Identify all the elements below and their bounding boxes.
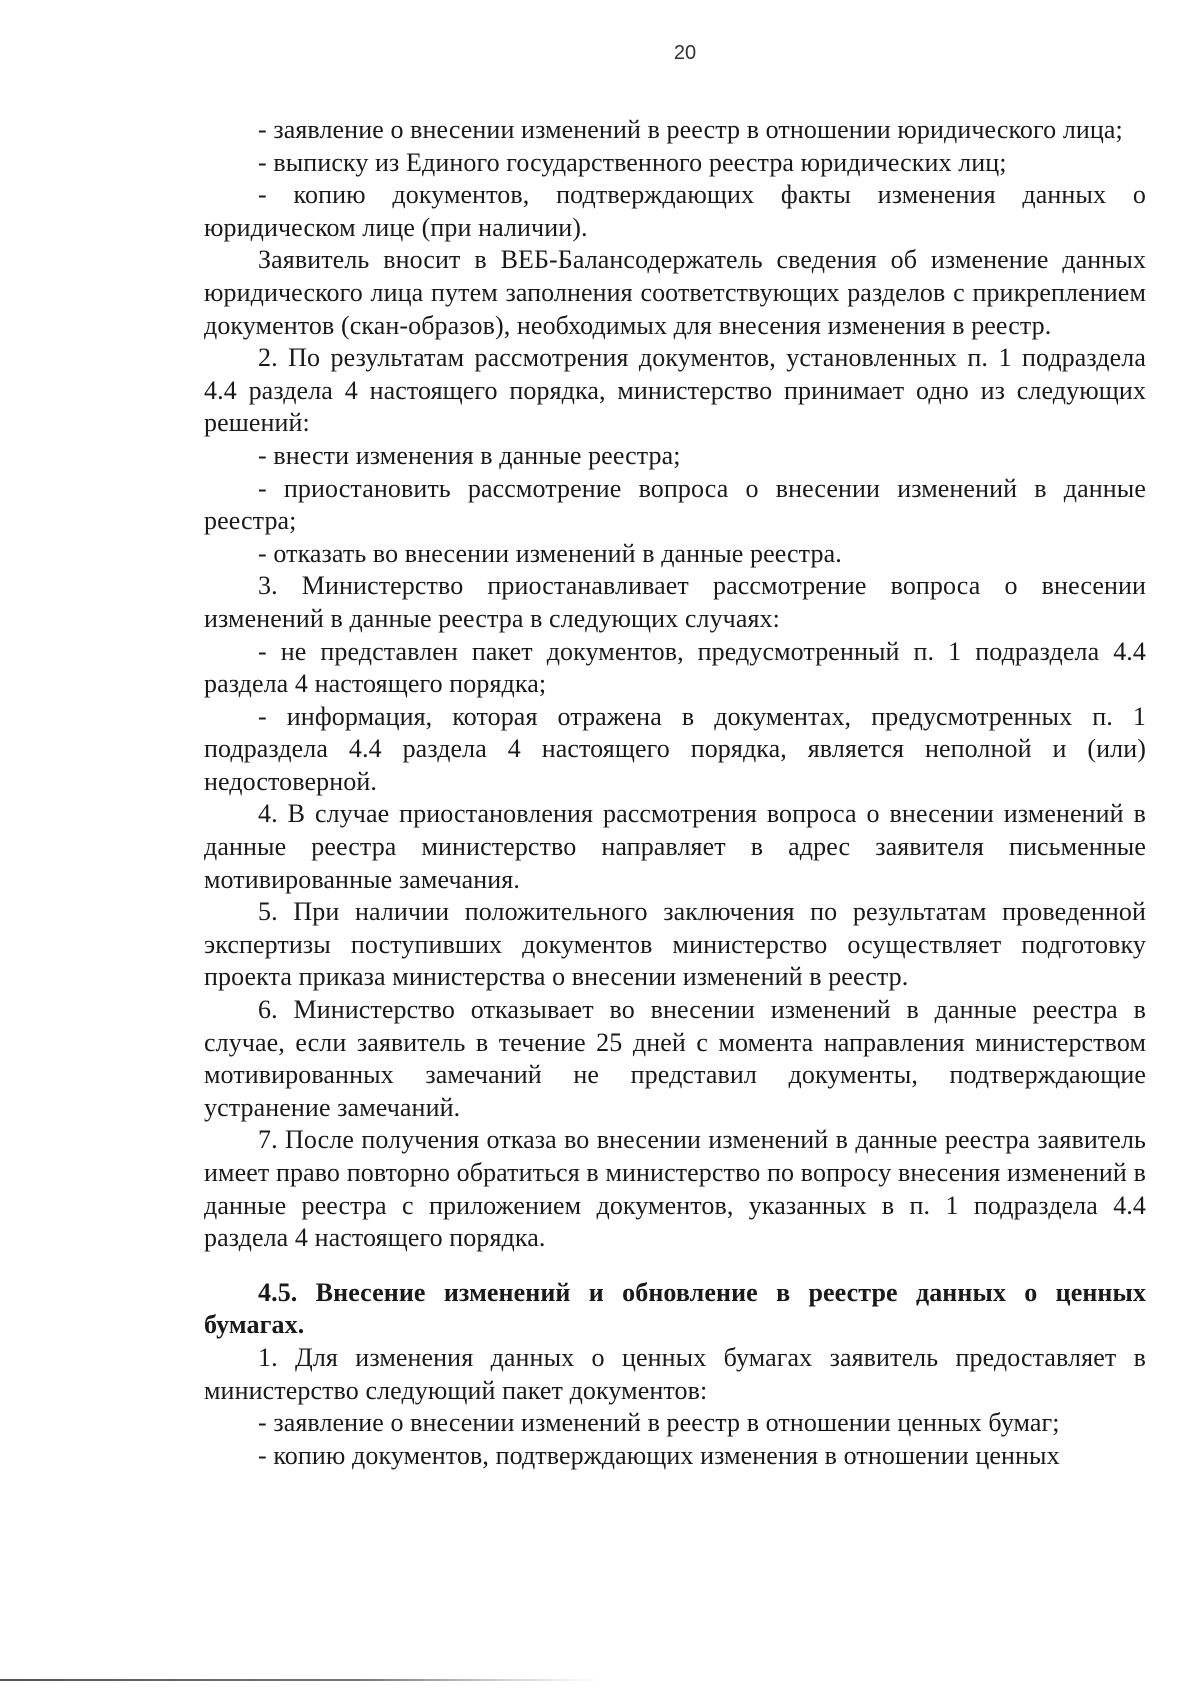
- paragraph: - приостановить рассмотрение вопроса о внесении изменений в данные реестра;: [204, 473, 1146, 536]
- paragraph: - выписку из Единого государственного реестра юридических лиц;: [258, 147, 1007, 177]
- page-number: 20: [673, 42, 697, 64]
- paragraph: 2. По результатам рассмотрения документов, установленных п. 1 подраздела 4.4 раздела 4 настоящего порядка, министерство принимает одно из следующих решений:: [204, 343, 1146, 438]
- section-heading: 4.5. Внесение изменений и обновление в реестре данных о ценных бумагах.: [204, 1277, 1146, 1340]
- paragraph: 6. Министерство отказывает во внесении изменений в данные реестра в случае, если заявитель в течение 25 дней с момента направления министерством мотивированных замечаний не представил документы, подтверждающие устранение замечаний.: [204, 995, 1146, 1122]
- paragraph: Заявитель вносит в ВЕБ-Балансодержатель сведения об изменение данных юридического лица путем заполнения соответствующих разделов с прикреплением документов (скан-образов), необходимых для внесения изменения в реестр.: [204, 245, 1146, 340]
- paragraph: 7. После получения отказа во внесении изменений в данные реестра заявитель имеет право повторно обратиться в министерство по вопросу внесения изменений в данные реестра с приложением документов, указанных в п. 1 подраздела 4.4 раздела 4 настоящего порядка.: [204, 1125, 1146, 1253]
- bottom-divider: [0, 1679, 600, 1681]
- paragraph: - не представлен пакет документов, предусмотренный п. 1 подраздела 4.4 раздела 4 настоящего порядка;: [204, 636, 1146, 699]
- paragraph: 4. В случае приостановления рассмотрения вопроса о внесении изменений в данные реестра министерство направляет в адрес заявителя письменные мотивированные замечания.: [204, 799, 1146, 894]
- paragraph: - внести изменения в данные реестра;: [258, 440, 681, 470]
- paragraph: - заявление о внесении изменений в реестр в отношении юридического лица;: [258, 115, 1123, 144]
- paragraph: 5. При наличии положительного заключения по результатам проведенной экспертизы поступивших документов министерство осуществляет подготовку проекта приказа министерства о внесении изменений в реестр.: [204, 897, 1146, 992]
- document-body: [204, 114, 1146, 1472]
- paragraph: - копию документов, подтверждающих факты изменения данных о юридическом лице (при наличии).: [204, 180, 1146, 242]
- paragraph: - отказать во внесении изменений в данные реестра.: [258, 538, 842, 568]
- paragraph: 3. Министерство приостанавливает рассмотрение вопроса о внесении изменений в данные реестра в следующих случаях:: [204, 571, 1146, 633]
- paragraph: 1. Для изменения данных о ценных бумагах заявитель предоставляет в министерство следующий пакет документов:: [204, 1342, 1146, 1405]
- paragraph: - копию документов, подтверждающих изменения в отношении ценных: [258, 1440, 1060, 1470]
- paragraph: - информация, которая отражена в документах, предусмотренных п. 1 подраздела 4.4 раздела 4 настоящего порядка, является неполной и (или) недостоверной.: [204, 701, 1146, 796]
- paragraph: - заявление о внесении изменений в реестр в отношении ценных бумаг;: [258, 1408, 1060, 1438]
